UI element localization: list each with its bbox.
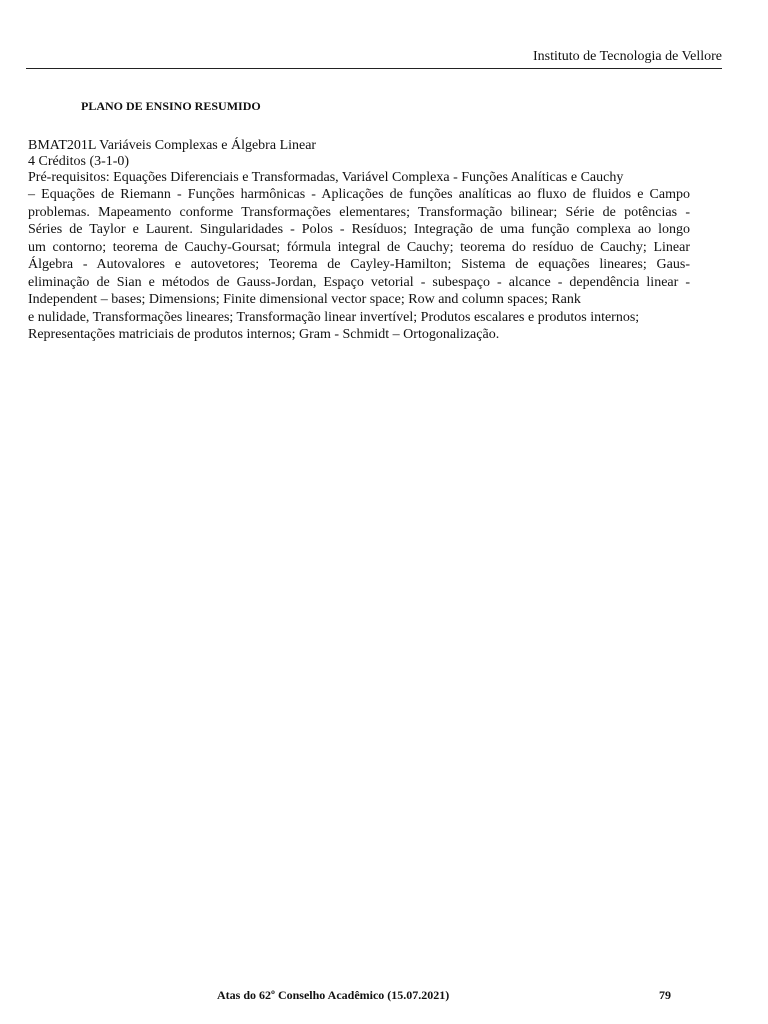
- course-title: BMAT201L Variáveis Complexas e Álgebra Linear: [28, 138, 317, 153]
- syllabus-line: Representações matriciais de produtos internos; Gram - Schmidt – Ortogonalização.: [28, 327, 500, 342]
- course-description: [28, 138, 708, 344]
- course-credits: 4 Créditos (3-1-0): [28, 154, 130, 169]
- syllabus-line: eliminação de Sian e métodos de Gauss-Jordan, Espaço vetorial - subespaço - alcance - dependência linear -: [28, 274, 690, 290]
- header-divider: [26, 68, 722, 69]
- syllabus-line: um contorno; teorema de Cauchy-Goursat; fórmula integral de Cauchy; teorema do resíduo de Cauchy; Linear: [28, 239, 690, 255]
- syllabus-line: Séries de Taylor e Laurent. Singularidades - Polos - Resíduos; Integração de uma função complexa ao longo: [28, 222, 690, 237]
- course-prerequisites: Pré-requisitos: Equações Diferenciais e Transformadas, Variável Complexa - Funções Analíticas e Cauchy: [28, 170, 624, 185]
- syllabus-line: problemas. Mapeamento conforme Transformações elementares; Transformação bilinear; Série de potências -: [28, 204, 690, 220]
- footer-page-number: 79: [659, 988, 671, 1002]
- document-heading: PLANO DE ENSINO RESUMIDO: [81, 99, 261, 113]
- syllabus-line: – Equações de Riemann - Funções harmônicas - Aplicações de funções analíticas ao fluxo de fluidos e Campo: [28, 187, 690, 202]
- syllabus-line: e nulidade, Transformações lineares; Transformação linear invertível; Produtos escalares e produtos internos;: [28, 309, 640, 325]
- header-institution-name: Instituto de Tecnologia de Vellore: [532, 49, 722, 64]
- footer-meeting-minutes: Atas do 62º Conselho Acadêmico (15.07.2021): [217, 988, 450, 1002]
- syllabus-line: Independent – bases; Dimensions; Finite dimensional vector space; Row and column spaces; Rank: [28, 292, 581, 307]
- syllabus-line: Álgebra - Autovalores e autovetores; Teorema de Cayley-Hamilton; Sistema de equações lineares; Gaus-: [28, 257, 690, 272]
